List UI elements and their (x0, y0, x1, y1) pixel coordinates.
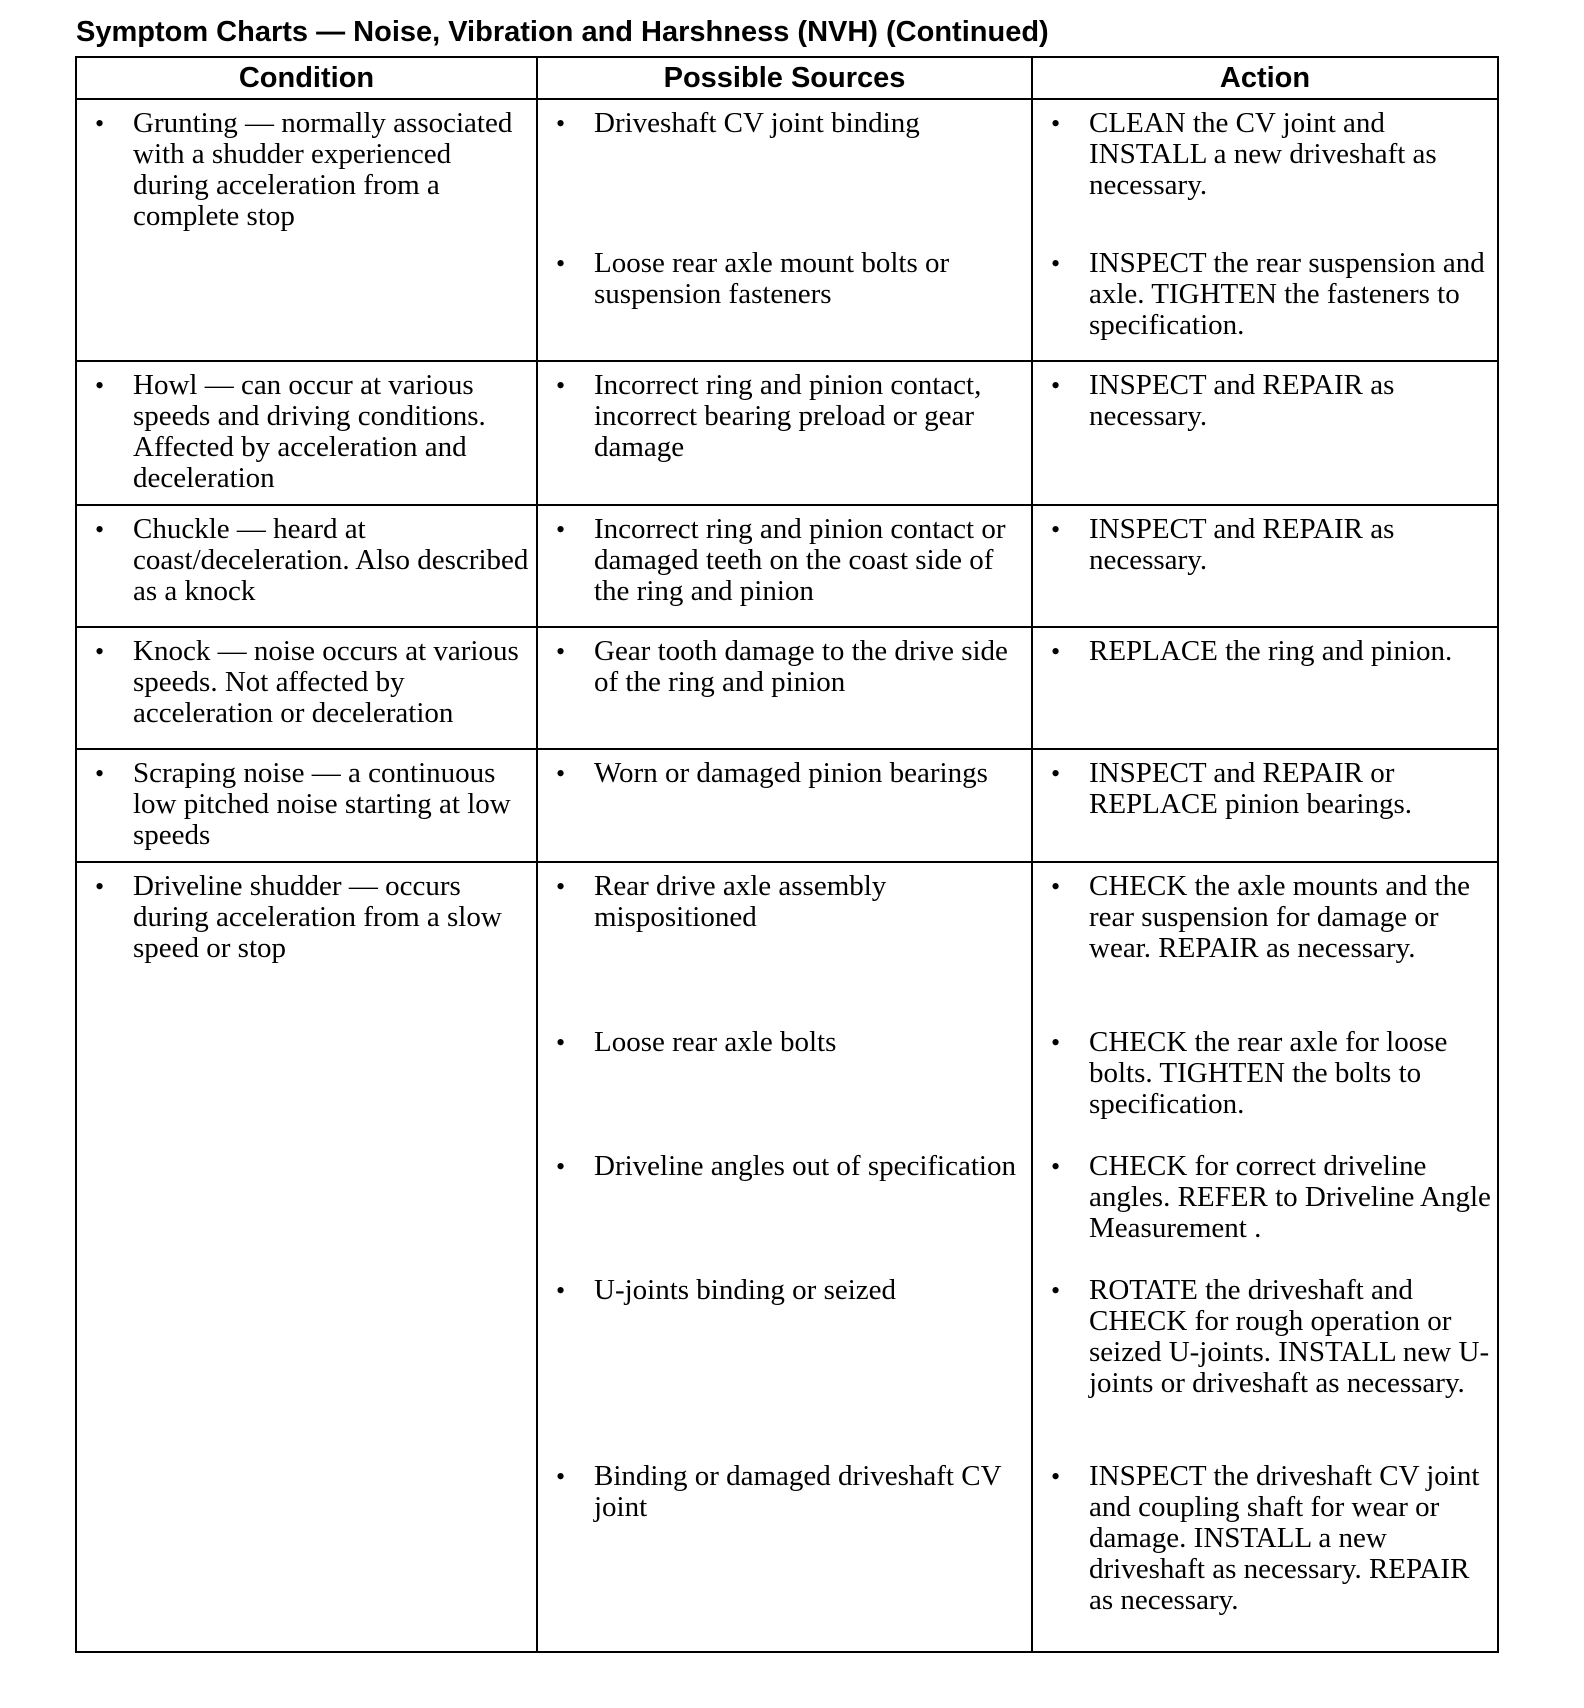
action-header: Action (1032, 57, 1498, 99)
action-item (1039, 1275, 1491, 1461)
action-text: CHECK the rear axle for loose bolts. TIGHTEN the bolts to specification. (1089, 1026, 1448, 1120)
sources-cell (537, 99, 1032, 361)
table-row (76, 361, 1498, 505)
bullet-icon: • (1051, 109, 1061, 138)
condition-text: Scraping noise — a continuous low pitched noise starting at low speeds (133, 757, 511, 851)
source-item (544, 370, 1025, 463)
source-text: Binding or damaged driveshaft CV joint (594, 1460, 1002, 1523)
source-item (544, 1275, 1025, 1461)
bullet-icon: • (556, 1462, 566, 1491)
source-item (544, 1027, 1025, 1151)
bullet-icon: • (556, 759, 566, 788)
source-text: Rear drive axle assembly mispositioned (594, 870, 887, 933)
action-item (1039, 1151, 1491, 1275)
condition-item (83, 758, 530, 851)
table-header-row (76, 57, 1498, 99)
table-row (76, 627, 1498, 749)
action-cell (1032, 361, 1498, 505)
action-text: CLEAN the CV joint and INSTALL a new driveshaft as necessary. (1089, 107, 1437, 201)
condition-text: Howl — can occur at various speeds and driving conditions. Affected by acceleration and deceleration (133, 369, 486, 494)
source-text: Loose rear axle mount bolts or suspension fasteners (594, 247, 950, 310)
action-text: CHECK the axle mounts and the rear suspension for damage or wear. REPAIR as necessary. (1089, 870, 1470, 964)
source-text: U-joints binding or seized (594, 1274, 897, 1306)
action-text: CHECK for correct driveline angles. REFER to Driveline Angle Measurement . (1089, 1150, 1491, 1244)
source-text: Incorrect ring and pinion contact or damaged teeth on the coast side of the ring and pinion (594, 513, 1006, 607)
bullet-icon: • (1051, 515, 1061, 544)
possible-sources-header: Possible Sources (537, 57, 1032, 99)
table-row (76, 99, 1498, 361)
bullet-icon: • (1051, 759, 1061, 788)
source-text: Gear tooth damage to the drive side of the ring and pinion (594, 635, 1008, 698)
action-item (1039, 1027, 1491, 1151)
action-cell (1032, 505, 1498, 627)
action-item (1039, 370, 1491, 432)
source-text: Driveshaft CV joint binding (594, 107, 920, 139)
source-item (544, 758, 1025, 789)
action-item (1039, 248, 1491, 341)
sources-cell (537, 627, 1032, 749)
bullet-icon: • (556, 109, 566, 138)
action-text: INSPECT and REPAIR as necessary. (1089, 513, 1395, 576)
source-item (544, 636, 1025, 698)
action-cell (1032, 749, 1498, 862)
action-item (1039, 1461, 1491, 1616)
page-title: Symptom Charts — Noise, Vibration and Harshness (NVH) (Continued) (76, 16, 1049, 48)
sources-cell (537, 749, 1032, 862)
source-text: Worn or damaged pinion bearings (594, 757, 988, 789)
action-text: INSPECT the driveshaft CV joint and coupling shaft for wear or damage. INSTALL a new driveshaft as necessary. REPAIR as necessary. (1089, 1460, 1480, 1616)
condition-cell (76, 862, 537, 1652)
bullet-icon: • (95, 872, 105, 901)
condition-item (83, 370, 530, 494)
condition-item (83, 871, 530, 964)
bullet-icon: • (556, 515, 566, 544)
condition-text: Knock — noise occurs at various speeds. Not affected by acceleration or deceleration (133, 635, 519, 729)
bullet-icon: • (1051, 1276, 1061, 1305)
bullet-icon: • (95, 637, 105, 666)
source-text: Driveline angles out of specification (594, 1150, 1016, 1182)
bullet-icon: • (556, 872, 566, 901)
source-item (544, 871, 1025, 1027)
condition-cell (76, 627, 537, 749)
source-item (544, 248, 1025, 310)
bullet-icon: • (1051, 872, 1061, 901)
bullet-icon: • (556, 371, 566, 400)
bullet-icon: • (95, 109, 105, 138)
sources-cell (537, 505, 1032, 627)
condition-cell (76, 505, 537, 627)
condition-cell (76, 361, 537, 505)
bullet-icon: • (1051, 637, 1061, 666)
action-item (1039, 108, 1491, 248)
bullet-icon: • (1051, 1028, 1061, 1057)
action-cell (1032, 627, 1498, 749)
bullet-icon: • (1051, 371, 1061, 400)
condition-item (83, 514, 530, 607)
source-item (544, 1151, 1025, 1275)
condition-text: Grunting — normally associated with a shudder experienced during acceleration from a complete stop (133, 107, 513, 232)
source-text: Incorrect ring and pinion contact, incorrect bearing preload or gear damage (594, 369, 982, 463)
action-cell (1032, 99, 1498, 361)
bullet-icon: • (95, 515, 105, 544)
source-item (544, 1461, 1025, 1523)
symptom-chart-table (75, 56, 1499, 1653)
condition-header: Condition (76, 57, 537, 99)
bullet-icon: • (1051, 249, 1061, 278)
bullet-icon: • (556, 1276, 566, 1305)
action-text: ROTATE the driveshaft and CHECK for rough operation or seized U-joints. INSTALL new U-joints or driveshaft as necessary. (1089, 1274, 1490, 1399)
table-row (76, 749, 1498, 862)
source-item (544, 514, 1025, 607)
action-text: INSPECT and REPAIR or REPLACE pinion bearings. (1089, 757, 1413, 820)
action-text: INSPECT the rear suspension and axle. TIGHTEN the fasteners to specification. (1089, 247, 1485, 341)
action-cell (1032, 862, 1498, 1652)
source-item (544, 108, 1025, 248)
bullet-icon: • (95, 371, 105, 400)
bullet-icon: • (1051, 1462, 1061, 1491)
condition-item (83, 636, 530, 729)
bullet-icon: • (1051, 1152, 1061, 1181)
condition-cell (76, 749, 537, 862)
table-row (76, 505, 1498, 627)
condition-cell (76, 99, 537, 361)
bullet-icon: • (556, 249, 566, 278)
action-item (1039, 636, 1491, 667)
condition-text: Driveline shudder — occurs during acceleration from a slow speed or stop (133, 870, 502, 964)
condition-text: Chuckle — heard at coast/deceleration. Also described as a knock (133, 513, 529, 607)
bullet-icon: • (556, 637, 566, 666)
sources-cell (537, 862, 1032, 1652)
action-item (1039, 758, 1491, 820)
action-item (1039, 514, 1491, 576)
bullet-icon: • (556, 1152, 566, 1181)
bullet-icon: • (556, 1028, 566, 1057)
action-item (1039, 871, 1491, 1027)
action-text: INSPECT and REPAIR as necessary. (1089, 369, 1395, 432)
table-row (76, 862, 1498, 1652)
source-text: Loose rear axle bolts (594, 1026, 837, 1058)
condition-item (83, 108, 530, 232)
sources-cell (537, 361, 1032, 505)
action-text: REPLACE the ring and pinion. (1089, 635, 1453, 667)
bullet-icon: • (95, 759, 105, 788)
